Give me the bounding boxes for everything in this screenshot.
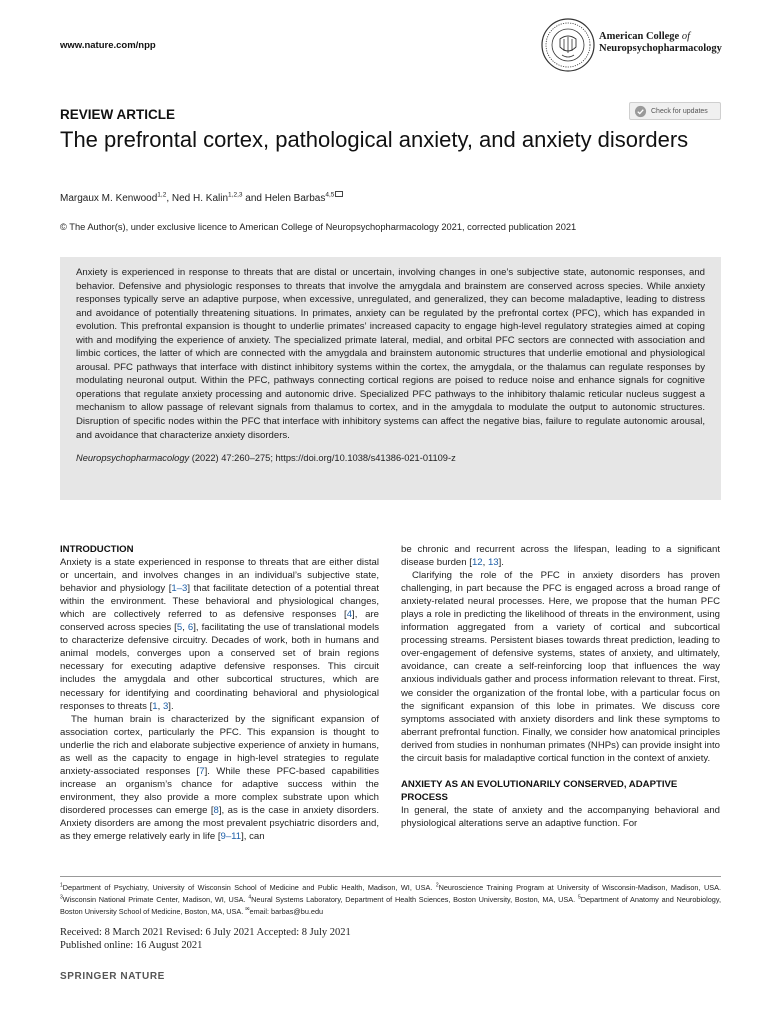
- journal-url[interactable]: www.nature.com/npp: [60, 40, 156, 51]
- section-heading-introduction: INTRODUCTION: [60, 544, 134, 555]
- paragraph-text: be chronic and recurrent across the lifespan, leading to a significant disease burden [: [401, 544, 720, 569]
- footnote-marker: 2: [435, 882, 439, 889]
- citation-reference[interactable]: 6: [187, 622, 194, 634]
- published-line: Published online: 16 August 2021: [60, 940, 203, 951]
- acnp-wordmark: American College of Neuropsychopharmacology: [599, 31, 722, 54]
- footnote-text: Neural Systems Laboratory, Department of Health Sciences, Boston University, Boston, MA, USA.: [251, 895, 578, 905]
- author-affiliation: 1,2: [157, 191, 167, 199]
- citation-reference[interactable]: 1: [152, 700, 158, 712]
- journal-name: Neuropsychopharmacology: [76, 453, 190, 464]
- footnote-text: Neuroscience Training Program at University of Wisconsin-Madison, Madison, USA.: [438, 883, 721, 892]
- footnote-marker: 1: [60, 882, 63, 889]
- author-name[interactable]: Margaux M. Kenwood: [60, 193, 158, 204]
- article-type: REVIEW ARTICLE: [60, 107, 176, 122]
- intro-paragraph-3: Clarifying the role of the PFC in anxiety disorders has proven challenging, in part because the PFC is engaged across a broad range of anxiety-related neural processes. Here, we propose that the human PFC plays a role in predicting the likelihood of threats in the environment, using information aggregated from a variety of cortical and subcortical processing streams. Persistent biases towards threat prediction, leading to over-engagement of defensive systems, states of anxiety, and ultimately, avoidance, can create a self-reinforcing loop that influences the way anxious individuals gather and process information relevant to threat. First, we consider the organization of the frontal lobe, with a particular focus on the significant expansion of this lobe in primates. We discuss core symptoms associated with anxiety disorders and link these symptoms to aberrant prefrontal function. Finally, we consider how anatomical principles derived from studies in nonhuman primates (NHPs) can provide insight into the circuit basis for maladaptive cortical function in the context of anxiety.: [401, 570, 720, 764]
- footnote-text: Wisconsin National Primate Center, Madison, WI, USA.: [62, 895, 249, 905]
- paragraph-text: ].: [168, 700, 174, 712]
- citation-doi: (2022) 47:260–275; https://doi.org/10.1038/s41386-021-01109-z: [189, 453, 456, 464]
- intro-paragraph-2: [60, 713, 379, 843]
- paragraph-text: ]. While these PFC-based capabilities increase an organism’s chance for adaptive success within the environment, they also provide a more complex substrate upon which disordered processes can emerge [: [60, 765, 379, 816]
- author-affiliation: 4,5: [325, 191, 335, 199]
- paragraph-text: ,: [482, 557, 488, 569]
- section2-paragraph-1: In general, the state of anxiety and the accompanying behavioral and physiological alterations serve an adaptive function. For: [401, 804, 720, 829]
- citation-reference[interactable]: 5: [176, 622, 183, 634]
- paragraph-text: ,: [157, 700, 163, 712]
- article-title: The prefrontal cortex, pathological anxiety, and anxiety disorders: [60, 127, 689, 152]
- paragraph-text: Anxiety is a state experienced in response to threats that are either distal or uncertain, and involves changes in an individual’s subjective state, behavior and physiology [: [60, 557, 379, 595]
- author-name[interactable]: Helen Barbas: [264, 193, 326, 204]
- citation-reference[interactable]: 7: [199, 765, 205, 777]
- paragraph-text: ,: [182, 622, 188, 634]
- author-list: Margaux M. Kenwood$^{1,2}$, Ned H. Kalin$^{1,2,3}$ and Helen Barbas$^{4,5}$: [60, 193, 343, 204]
- acnp-logo: [540, 17, 730, 75]
- paragraph-text: ] that facilitate detection of a potential threat within the environment. These behavioral and physiological changes, which are collectively referred to as defensive responses [: [60, 583, 379, 621]
- citation-reference[interactable]: 8: [213, 804, 219, 816]
- citation-reference[interactable]: 9–11: [220, 831, 242, 843]
- citation-line: [76, 453, 705, 463]
- mail-icon[interactable]: [335, 191, 343, 197]
- copyright-line: © The Author(s), under exclusive licence to American College of Neuropsychopharmacology 2021, corrected publication 2021: [60, 222, 577, 232]
- footnote-text[interactable]: email: barbas@bu.edu: [249, 907, 324, 917]
- footnote-marker: ✉: [245, 906, 250, 913]
- paragraph-text: ].: [498, 557, 504, 569]
- received-line: Received: 8 March 2021 Revised: 6 July 2021 Accepted: 8 July 2021: [60, 927, 351, 938]
- footnote-text: Department of Anatomy and Neurobiology, Boston University School of Medicine, Boston, MA, USA.: [60, 895, 721, 917]
- author-affiliation: 1,2,3: [228, 191, 243, 199]
- footnote-divider: [60, 876, 721, 877]
- citation-reference[interactable]: 12: [471, 557, 483, 569]
- footnote-text: Department of Psychiatry, University of Wisconsin School of Medicine and Public Health, Madison, WI, USA.: [62, 883, 436, 892]
- footnote-marker: 5: [577, 894, 581, 901]
- check-for-updates-icon: [634, 105, 647, 118]
- footnote-marker: 3: [60, 894, 63, 901]
- author-name[interactable]: Ned H. Kalin: [171, 193, 229, 204]
- abstract-text: Anxiety is experienced in response to threats that are distal or uncertain, involving changes in one’s subjective state, autonomic responses, and behavior. Defensive and physiologic responses to threats that involve the amygdala and brainstem are conserved across species. While anxiety responses typically serve an adaptive purpose, when excessive, unregulated, and generalized, they can become maladaptive, leading to distress and avoidance of potentially threatening situations. In primates, anxiety can be regulated by the prefrontal cortex (PFC), which has expanded in evolution. This prefrontal expansion is thought to underlie primates’ increased capacity to engage high-level regulatory strategies aimed at coping with and modifying the experience of anxiety. The specialized primate lateral, medial, and orbital PFC sectors are connected with association and limbic cortices, the latter of which are connected with the amygdala and brainstem autonomic structures that underlie emotional and physiological arousal. PFC pathways that interface with distinct inhibitory systems within the cortex, the amygdala, or the thalamus can regulate responses by modulating neuronal output. Within the PFC, pathways connecting cortical regions are poised to reduce noise and enhance signals for cognitive operations that regulate anxiety processing and autonomic drive. Specialized PFC pathways to the inhibitory thalamic reticular nucleus suggest a mechanism to allow passage of relevant signals from thalamus to cortex, and in the amygdala to modulate the output to autonomic structures. Disruption of specific nodes within the PFC that interface with inhibitory systems can affect the negative bias, failure to regulate autonomic arousal, and avoidance that characterize anxiety disorders.: [76, 267, 705, 441]
- citation-reference[interactable]: 4: [346, 609, 353, 621]
- citation-reference[interactable]: 3: [162, 700, 169, 712]
- paragraph-text: The human brain is characterized by the significant expansion of association cortex, particularly the PFC. This expansion is thought to underlie the rich and elaborate subjective experience of anxiety in humans, as well as the capacity to engage in high-level strategies to regulate anxiety-associated responses [: [60, 713, 379, 777]
- intro-paragraph-2-continued: [401, 543, 720, 569]
- paragraph-text: ], are conserved across species [: [60, 609, 379, 634]
- citation-reference[interactable]: 1–3: [171, 583, 188, 595]
- paragraph-text: ], can: [241, 831, 265, 843]
- body-column-left: [60, 543, 379, 843]
- paragraph-text: ], facilitating the use of translational models to characterize defensive circuitry. Decades of work, both in humans and animal models, converges upon a conserved set of brain regions necessary for executing adaptive defensive responses. This circuit includes the amygdala and other subcortical structures, which are necessary for identifying and coordinating behavioral and physiological responses to threats [: [60, 622, 379, 712]
- intro-paragraph-1: [60, 556, 379, 713]
- body-column-right: [401, 543, 720, 830]
- springer-nature-logo: SPRINGER NATURE: [60, 971, 165, 982]
- abstract-box: [60, 257, 721, 500]
- check-for-updates-label: Check for updates: [651, 107, 708, 115]
- affiliations-footnote: [60, 882, 721, 919]
- check-for-updates-button[interactable]: [629, 102, 721, 120]
- paragraph-text: ], as is the case in anxiety disorders. Anxiety disorders are among the most prevalent psychiatric disorders and, as they emerge relatively early in life [: [60, 804, 380, 843]
- acnp-seal-logo: [540, 17, 596, 73]
- citation-reference[interactable]: 13: [487, 557, 499, 569]
- section-heading-anxiety-adaptive: ANXIETY AS AN EVOLUTIONARILY CONSERVED, ADAPTIVE PROCESS: [401, 778, 678, 803]
- received-dates: [60, 926, 351, 952]
- footnote-marker: 4: [248, 894, 252, 901]
